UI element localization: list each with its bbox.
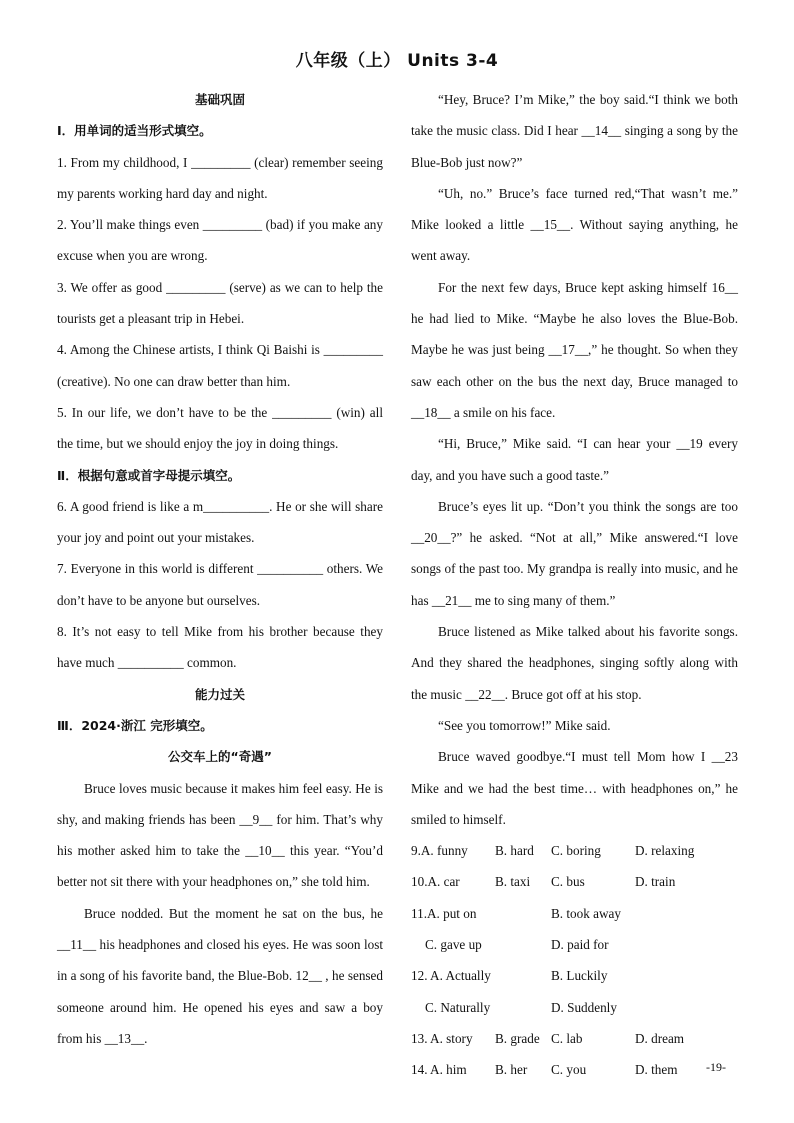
option-text: 10.A. car [411, 874, 460, 890]
options-q13 [411, 1023, 738, 1054]
option-text: B. her [495, 1062, 528, 1078]
story-title: 公交车上的“奇遇” [168, 749, 272, 765]
option-text: B. Luckily [551, 968, 608, 984]
left-column [57, 84, 383, 1054]
options-q12-row2 [411, 992, 738, 1023]
option-text: D. train [635, 874, 676, 890]
option-text: D. dream [635, 1030, 685, 1046]
question-1: 1. From my childhood, I _________ (clear) remember seeing my parents working hard day and night. [57, 154, 383, 201]
options-q11-row2 [411, 929, 738, 960]
options-q9 [411, 835, 738, 866]
options-q14 [411, 1054, 738, 1085]
section-2-title: Ⅱ．根据句意或首字母提示填空。 [57, 467, 241, 483]
story-paragraph-4: “Uh, no.” Bruce’s face turned red,“That wasn’t me.” Mike looked a little __15__. Without saying anything, he went away. [411, 185, 738, 264]
story-paragraph-10: Bruce waved goodbye.“I must tell Mom how I __23 Mike and we had the best time… with headphones on,” he smiled to himself. [411, 749, 738, 827]
question-8: 8. It’s not easy to tell Mike from his brother because they have much __________ common. [57, 624, 383, 671]
option-text: B. hard [495, 843, 534, 859]
options-q10 [411, 866, 738, 897]
option-text: B. grade [495, 1030, 540, 1046]
option-text: B. taxi [495, 874, 531, 890]
story-paragraph-6: “Hi, Bruce,” Mike said. “I can hear your __19 every day, and you have such a good taste.” [411, 436, 738, 483]
option-text: D. relaxing [635, 843, 695, 859]
right-column [411, 84, 738, 1086]
option-text: 11.A. put on [411, 905, 477, 921]
question-6: 6. A good friend is like a m__________. He or she will share your joy and point out your mistakes. [57, 498, 383, 546]
option-text: D. Suddenly [551, 999, 617, 1015]
story-paragraph-2: Bruce nodded. But the moment he sat on the bus, he __11__ his headphones and closed his eyes. He was soon lost in a song of his favorite band, the Blue-Bob. 12__ , he sensed someone around him. He opened his eyes and saw a boy from his __13__. [57, 905, 383, 1046]
story-paragraph-8: Bruce listened as Mike talked about his favorite songs. And they shared the headphones, singing softly along with the music __22__. Bruce got off at his stop. [411, 624, 738, 702]
question-7: 7. Everyone in this world is different __________ others. We don’t have to be anyone but ourselves. [57, 561, 383, 608]
option-text: 9.A. funny [411, 843, 468, 859]
question-3: 3. We offer as good _________ (serve) as we can to help the tourists get a pleasant trip in Hebei. [57, 279, 383, 327]
story-paragraph-3: “Hey, Bruce? I’m Mike,” the boy said.“I think we both take the music class. Did I hear __14__ singing a song by the Blue-Bob just now?” [411, 92, 738, 170]
option-text: C. bus [551, 874, 585, 890]
option-text: B. took away [551, 905, 621, 921]
option-text: 12. A. Actually [411, 968, 491, 984]
story-paragraph-7: Bruce’s eyes lit up. “Don’t you think the songs are too __20__?” he asked. “Not at all,” Mike answered.“I love songs of the past too. My grandpa is really into music, and he has __21__ me to sing many of them.” [411, 498, 738, 608]
question-2: 2. You’ll make things even _________ (bad) if you make any excuse when you are wrong. [57, 217, 383, 264]
options-q12-row1 [411, 960, 738, 991]
section-heading-basic: 基础巩固 [194, 92, 245, 107]
page-title: 八年级（上） Units 3-4 [295, 51, 499, 71]
option-text: C. lab [551, 1030, 583, 1046]
page-number: -19- [706, 1060, 726, 1074]
section-heading-ability: 能力过关 [194, 686, 245, 702]
story-paragraph-1: Bruce loves music because it makes him feel easy. He is shy, and making friends has been __9__ for him. That’s why his mother asked him to take the __10__ this year. “You’d better not sit there with your headphones on,” she told him. [57, 780, 383, 890]
option-text: 13. A. story [411, 1030, 473, 1046]
option-text: D. them [635, 1062, 678, 1078]
story-paragraph-5: For the next few days, Bruce kept asking himself 16__ he had lied to Mike. “Maybe he also loves the Blue-Bob. Maybe he was just being __17__,” he thought. So when they saw each other on the bus the next day, Bruce managed to __18__ a smile on his face. [411, 279, 738, 420]
option-text: C. Naturally [425, 999, 491, 1015]
option-text: 14. A. him [411, 1062, 467, 1078]
section-1-title: Ⅰ．用单词的适当形式填空。 [57, 123, 212, 139]
options-q11-row1 [411, 898, 738, 929]
story-paragraph-9: “See you tomorrow!” Mike said. [438, 717, 611, 733]
question-4: 4. Among the Chinese artists, I think Qi Baishi is _________ (creative). No one can draw better than him. [57, 342, 383, 389]
option-text: C. you [551, 1062, 587, 1078]
option-text: D. paid for [551, 937, 609, 953]
option-text: C. boring [551, 843, 601, 859]
question-5: 5. In our life, we don’t have to be the _________ (win) all the time, but we should enjoy the joy in doing things. [57, 404, 383, 452]
section-3-title: Ⅲ．2024·浙江 完形填空。 [57, 717, 213, 733]
option-text: C. gave up [425, 937, 482, 953]
